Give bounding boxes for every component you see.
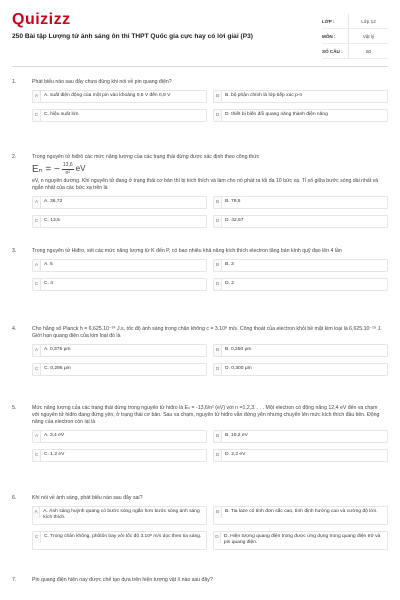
option-text: B. 10,2 eV: [225, 433, 248, 439]
option-key: A: [33, 431, 41, 442]
question-6: [12, 495, 388, 550]
answer-option-d[interactable]: [213, 449, 388, 462]
answer-options: [32, 90, 388, 122]
quizizz-logo: Quizizz: [12, 11, 71, 28]
question-number: 6.: [12, 495, 17, 501]
question-stem: Khi nói về ánh sáng, phát biểu nào sau đây sai?: [32, 495, 143, 501]
answer-option-b[interactable]: [213, 506, 388, 525]
option-text: C. 0,295 μm: [44, 366, 71, 372]
answer-option-b[interactable]: [213, 430, 388, 443]
option-text: D. Hiện tượng quang điện trong được ứng dụng trong quang điện trở và pin quang điện.: [223, 533, 381, 546]
option-text: C. Trong chân không, phôtôn bay với tốc độ 3.10⁸ m/s dọc theo tia sáng.: [44, 533, 202, 539]
answer-options: [32, 196, 388, 228]
option-text: B. 0,250 μm: [225, 347, 252, 353]
answer-option-d[interactable]: [213, 109, 388, 122]
answer-option-a[interactable]: [32, 259, 207, 272]
option-key: B: [214, 197, 222, 208]
question-number: 4.: [12, 326, 17, 332]
meta-value: 50: [348, 44, 388, 58]
option-key: C: [33, 216, 41, 227]
question-stem-continued: eV, n nguyên dương. Khi nguyên tử đang ở trạng thái cơ bản thì bị kích thích và làm cho nó phát ra tối đa 10 bức xạ. Tỉ số giữa bước sóng dài nhất và ngắn nhất của các bức xạ trên là: [32, 177, 379, 191]
meta-row-subject: [322, 29, 388, 44]
answer-option-a[interactable]: [32, 430, 207, 443]
option-text: D. 0,300 μm: [225, 366, 252, 372]
option-key: A: [33, 91, 41, 102]
answer-option-d[interactable]: [213, 278, 388, 291]
quiz-meta-table: [322, 14, 388, 59]
answer-option-b[interactable]: [213, 259, 388, 272]
option-key: D: [214, 279, 222, 290]
option-text: A. 36,72: [44, 198, 63, 204]
question-number: 2.: [12, 154, 17, 160]
question-stem: [32, 154, 382, 192]
option-key: A: [33, 507, 40, 518]
answer-option-c[interactable]: [32, 215, 207, 228]
option-text: C. 4: [44, 281, 53, 287]
option-key: C: [33, 532, 41, 543]
option-key: A: [33, 345, 41, 356]
question-2: [12, 154, 388, 228]
option-key: C: [33, 279, 41, 290]
option-text: A. 3,4 eV: [44, 433, 65, 439]
answer-options: [32, 506, 388, 550]
question-number: 3.: [12, 248, 17, 254]
answer-option-b[interactable]: [213, 196, 388, 209]
answer-option-a[interactable]: [32, 344, 207, 357]
option-key: A: [33, 197, 41, 208]
question-7: [12, 577, 388, 584]
answer-options: [32, 259, 388, 291]
option-key: B: [214, 507, 222, 518]
question-number: 1.: [12, 79, 17, 85]
answer-option-c[interactable]: [32, 449, 207, 462]
question-stem: Mức năng lượng của các trạng thái dừng trong nguyên tử hiđro là Eₙ = -13,6/n² (eV) với n =1,2,3. . . . Một electron có động năng 12,4 eV đến va chạm với nguyên tử hiđro đang đứng yên, ở trạng thái cơ bản. Sau va chạm, nguyên tử hiđro vẫn đứng yên nhưng chuyển lên mức kích thích đầu tiên. Động năng của electron còn lại là: [32, 405, 380, 426]
header-divider: [12, 66, 388, 67]
answer-option-d[interactable]: [213, 363, 388, 376]
formula-denominator: n²: [65, 169, 70, 176]
formula-fraction: [62, 162, 74, 177]
answer-option-d[interactable]: [213, 215, 388, 228]
energy-formula: [32, 162, 382, 177]
answer-option-a[interactable]: [32, 90, 207, 103]
meta-value: Vật lý: [348, 29, 388, 43]
option-text: A. Ánh sáng huỳnh quang có bước sóng ngắn hơn bước sóng ánh sáng kích thích.: [43, 509, 200, 521]
option-key: B: [214, 260, 222, 271]
answer-option-c[interactable]: [32, 363, 207, 376]
page-title: 250 Bài tập Lượng tử ánh sáng ôn thi THPT Quốc gia cực hay có lời giải (P3): [12, 33, 253, 40]
option-key: D: [214, 216, 222, 227]
answer-options: [32, 344, 388, 376]
question-stem-text: Trong nguyên tử hiđrô các mức năng lượng của các trạng thái dừng được xác định theo công thức: [32, 154, 260, 160]
option-key: D: [214, 532, 221, 543]
answer-option-b[interactable]: [213, 344, 388, 357]
option-key: B: [214, 91, 222, 102]
meta-label: MÔN :: [322, 33, 336, 39]
option-key: D: [214, 110, 222, 121]
option-text: B. Tia laze có tính đơn sắc cao, tính định hướng cao và cường độ lớn.: [225, 509, 378, 515]
question-stem: Phát biểu nào sau đây chưa đúng khi nói về pin quang điện?: [32, 79, 172, 85]
meta-label: LỚP :: [322, 18, 335, 24]
option-text: D. 2,2 eV: [225, 452, 246, 458]
option-text: B. 79,5: [225, 198, 241, 204]
question-4: [12, 326, 388, 376]
question-stem: Cho hằng số Planck h = 6,625.10⁻³⁴ J.s, tốc độ ánh sáng trong chân không c = 3.10⁸ m/s. Công thoát của electron khỏi bề mặt kim loại là 6,625.10⁻¹⁹ J. Giới hạn quang điện của kim loại đó là: [32, 326, 382, 340]
option-text: D. thiết bị biến đổi quang năng thành điện năng: [225, 112, 328, 118]
question-stem: Trong nguyên tử Hiđro, xét các mức năng lượng từ K đến P, có bao nhiêu khả năng kích thích electron tăng bán kính quỹ đạo lên 4 lần: [32, 248, 342, 254]
answer-option-a[interactable]: [32, 506, 207, 525]
option-key: D: [214, 364, 222, 375]
question-5: [12, 405, 388, 462]
meta-row-class: [322, 14, 388, 29]
option-text: C. 1,2 eV: [44, 452, 65, 458]
option-text: B. 3: [225, 262, 234, 268]
option-text: C. hiệu suất lớn: [44, 112, 79, 118]
meta-value: Lớp 12: [348, 14, 388, 28]
meta-label: SỐ CÂU :: [322, 48, 343, 54]
answer-option-c[interactable]: [32, 531, 207, 550]
option-key: D: [214, 450, 222, 461]
answer-option-c[interactable]: [32, 278, 207, 291]
option-text: D. 42,67: [225, 217, 244, 223]
question-3: [12, 248, 388, 291]
formula-lhs: Eₙ = −: [32, 163, 60, 175]
option-text: A. 5: [44, 262, 53, 268]
answer-option-c[interactable]: [32, 109, 207, 122]
option-key: B: [214, 431, 222, 442]
answer-option-d[interactable]: [213, 531, 388, 550]
question-1: [12, 79, 388, 122]
answer-options: [32, 430, 388, 462]
meta-row-count: [322, 44, 388, 59]
option-key: C: [33, 364, 41, 375]
formula-unit: eV: [75, 163, 86, 173]
option-key: B: [214, 345, 222, 356]
option-text: A. 0,375 μm: [44, 347, 71, 353]
option-key: A: [33, 260, 41, 271]
answer-option-a[interactable]: [32, 196, 207, 209]
option-key: C: [33, 450, 41, 461]
question-stem: Pin quang điện hiện nay được chế tạo dựa trên hiện tượng vật lí nào sau đây?: [32, 577, 213, 583]
option-text: B. bộ phận chính là lớp tiếp xúc p-n: [225, 93, 303, 99]
question-number: 7.: [12, 577, 17, 583]
option-text: D. 2: [225, 281, 234, 287]
option-text: A. suất điện động của một pin vào khoảng 0,5 V đến 0,8 V: [44, 93, 171, 99]
question-number: 5.: [12, 405, 17, 411]
formula-numerator: 13,6: [62, 162, 73, 169]
answer-option-b[interactable]: [213, 90, 388, 103]
option-key: C: [33, 110, 41, 121]
option-text: C. 13,5: [44, 217, 60, 223]
